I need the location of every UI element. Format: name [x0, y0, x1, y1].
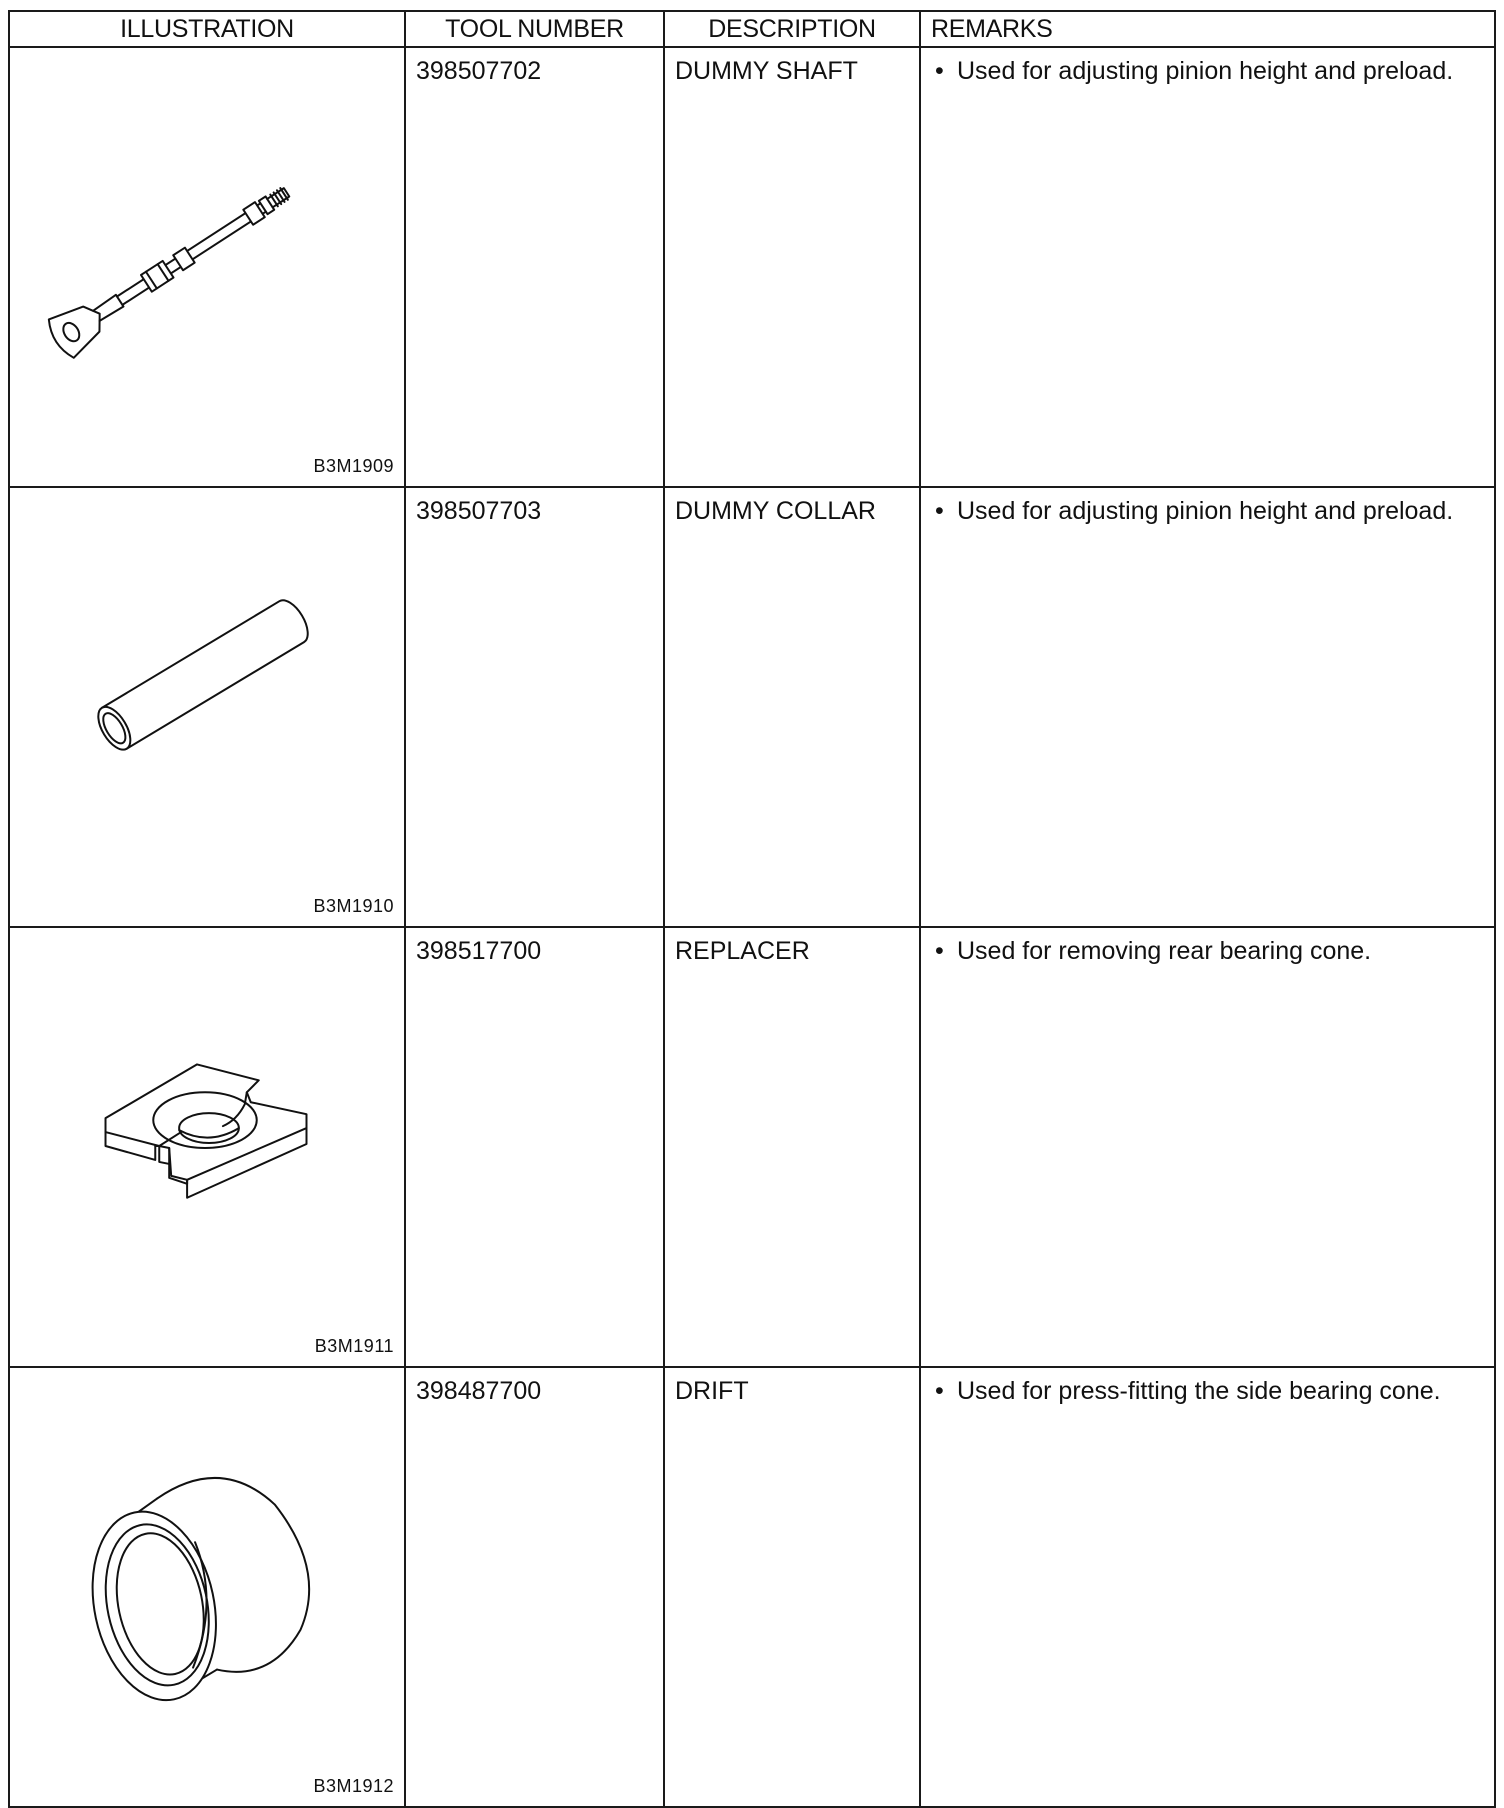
table-header-row	[9, 11, 1495, 47]
dummy-collar-icon	[10, 488, 404, 926]
figure-code: B3M1911	[314, 1336, 394, 1357]
remark-text: Used for press-fitting the side bearing cone.	[957, 1377, 1441, 1405]
table-row	[9, 1367, 1495, 1807]
header-description: DESCRIPTION	[664, 11, 920, 47]
remark-cell	[920, 1367, 1495, 1807]
illustration-cell	[9, 1367, 405, 1807]
remark-cell	[920, 487, 1495, 927]
illustration-cell	[9, 47, 405, 487]
illustration-cell	[9, 487, 405, 927]
bullet-icon: •	[935, 497, 944, 525]
figure-code: B3M1909	[313, 456, 394, 477]
remark-text: Used for removing rear bearing cone.	[957, 937, 1372, 965]
description-cell: REPLACER	[664, 927, 920, 1367]
figure-code: B3M1910	[313, 896, 394, 917]
figure-code: B3M1912	[313, 1776, 394, 1797]
special-tools-table	[8, 10, 1496, 1808]
dummy-shaft-icon	[10, 48, 404, 486]
description-cell: DUMMY COLLAR	[664, 487, 920, 927]
remark-text: Used for adjusting pinion height and preload.	[957, 497, 1454, 525]
bullet-icon: •	[935, 1377, 944, 1405]
tool-number-cell: 398517700	[405, 927, 664, 1367]
header-remarks: REMARKS	[920, 11, 1495, 47]
description-cell: DUMMY SHAFT	[664, 47, 920, 487]
header-illustration: ILLUSTRATION	[9, 11, 405, 47]
table-row	[9, 487, 1495, 927]
bullet-icon: •	[935, 57, 944, 85]
table-row	[9, 927, 1495, 1367]
tool-number-cell: 398487700	[405, 1367, 664, 1807]
tool-number-cell: 398507703	[405, 487, 664, 927]
description-cell: DRIFT	[664, 1367, 920, 1807]
drift-icon	[10, 1368, 404, 1806]
remark-cell	[920, 47, 1495, 487]
bullet-icon: •	[935, 937, 944, 965]
tool-number-cell: 398507702	[405, 47, 664, 487]
replacer-icon	[10, 928, 404, 1366]
table-row	[9, 47, 1495, 487]
remark-text: Used for adjusting pinion height and preload.	[957, 57, 1454, 85]
remark-cell	[920, 927, 1495, 1367]
illustration-cell	[9, 927, 405, 1367]
header-tool-number: TOOL NUMBER	[405, 11, 664, 47]
